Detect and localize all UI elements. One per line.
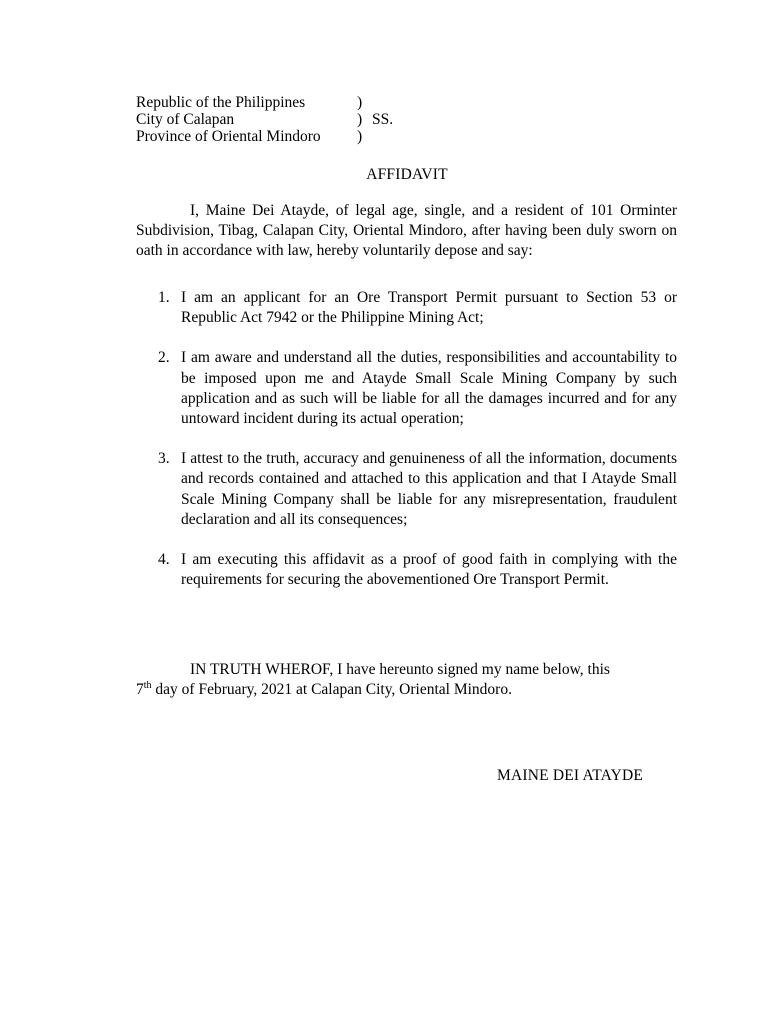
closing-date-place: day of February, 2021 at Calapan City, Oriental Mindoro. bbox=[151, 681, 512, 699]
intro-paragraph: I, Maine Dei Atayde, of legal age, single, and a resident of 101 Orminter Subdivision, Tibag, Calapan City, Oriental Mindoro, after having been duly sworn on oath in accordance with law, hereby voluntarily depose and say: bbox=[136, 202, 677, 260]
statement-text: I am an applicant for an Ore Transport Permit pursuant to Section 53 or Republic Act 7942 or the Philippine Mining Act; bbox=[181, 289, 677, 327]
statement-item bbox=[136, 550, 677, 590]
venue-bracket: ) bbox=[357, 94, 363, 111]
closing-line: IN TRUTH WHEROF, I have hereunto signed my name below, this bbox=[190, 661, 610, 678]
venue-bracket: ) bbox=[357, 128, 363, 145]
statement-text: I am executing this affidavit as a proof of good faith in complying with the requirements for securing the abovementioned Ore Transport Permit. bbox=[181, 551, 677, 589]
statement-item bbox=[136, 348, 677, 429]
statement-item bbox=[136, 288, 677, 328]
venue-bracket: ) bbox=[357, 111, 363, 128]
closing-day: 7 bbox=[136, 681, 144, 699]
venue-province: Province of Oriental Mindoro bbox=[136, 128, 321, 145]
statement-number: 4. bbox=[158, 551, 170, 569]
venue-ss: SS. bbox=[372, 111, 394, 128]
statement-list bbox=[136, 288, 677, 590]
statement-number: 2. bbox=[158, 349, 170, 367]
statement-number: 3. bbox=[158, 450, 170, 468]
document-title: AFFIDAVIT bbox=[366, 166, 448, 183]
closing-paragraph bbox=[136, 660, 677, 700]
statement-item bbox=[136, 449, 677, 530]
statement-text: I am aware and understand all the duties, responsibilities and accountability to be imposed upon me and Atayde Small Scale Mining Company by such application and as such will be liable for all the damages incurred and for any untoward incident during its actual operation; bbox=[181, 349, 677, 428]
venue-city: City of Calapan bbox=[136, 111, 235, 128]
venue-republic: Republic of the Philippines bbox=[136, 94, 306, 111]
statement-number: 1. bbox=[158, 289, 170, 306]
statement-text: I attest to the truth, accuracy and genuineness of all the information, documents and records contained and attached to this application and that I Atayde Small Scale Mining Company shall be liable for any misrepresentation, fraudulent declaration and all its consequences; bbox=[181, 450, 677, 528]
signatory-name: MAINE DEI ATAYDE bbox=[497, 767, 644, 784]
closing-day-suffix: th bbox=[143, 680, 152, 692]
